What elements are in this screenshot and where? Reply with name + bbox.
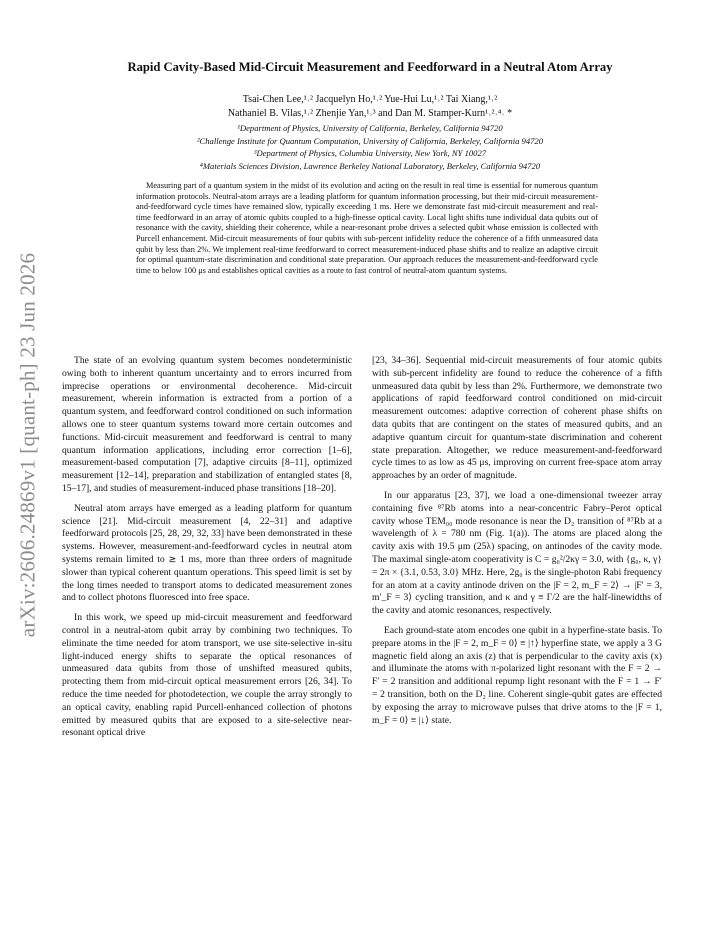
affiliation-4: ⁴Materials Sciences Division, Lawrence Berkeley National Laboratory, Berkeley, California 94720 bbox=[199, 160, 541, 171]
paragraph: [23, 34–36]. Sequential mid-circuit measurements of four atomic qubits with sub-percent infidelity are found to reduce the coherence of a fifth unmeasured data qubit by less than 2%. Furthermore, we demonstrate two applications of rapid feedforward control conditioned on mid-circuit measurement outcomes: adaptive correction of coherent phase shifts on data qubits that are contingent on the states of measured qubits, and an adaptive quantum circuit for quantum-state discrimination and coherent state preparation. Altogether, we reduce measurement-and-feedforward cycle times to as low as 45 μs, improving on current free-space atom array approaches by an order of magnitude. bbox=[372, 355, 662, 482]
body-column-right bbox=[372, 355, 662, 734]
author-line-1: Tsai-Chen Lee,¹˒² Jacquelyn Ho,¹˒² Yue-Hui Lu,¹˒² Tai Xiang,¹˒² bbox=[242, 94, 498, 105]
paper-title: Rapid Cavity-Based Mid-Circuit Measurement and Feedforward in a Neutral Atom Array bbox=[127, 60, 613, 74]
abstract: Measuring part of a quantum system in the midst of its evolution and acting on the result in real time is essential for numerous quantum information protocols. Neutral-atom arrays are a leading platform for quantum information processing, but their mid-circuit measurement-and-feedforward cycle times have remained slow, typically exceeding 1 ms. Here we demonstrate fast mid-circuit measurement and real-time feedforward in an array of atomic qubits coupled to a high-finesse optical cavity. Local light shifts tune individual data qubits out of resonance with the cavity, shielding their coherence, while a near-resonant probe drives a selected qubit whose emission is collected with Purcell enhancement. Mid-circuit measurements of four qubits with sub-percent infidelity reduce the coherence of a fifth unmeasured data qubit by less than 2%. We implement real-time feedforward to correct measurement-induced phase shifts and to realize an adaptive circuit for optimal quantum-state discrimination and conditional state preparation. Our approach reduces the measurement-and-feedforward cycle time to below 100 μs and establishes optical cavities as a route to fast control of neutral-atom quantum systems. bbox=[136, 181, 598, 275]
affiliation-3: ³Department of Physics, Columbia University, New York, NY 10027 bbox=[253, 148, 487, 159]
author-line-2: Nathaniel B. Vilas,¹˒² Zhenjie Yan,¹˒³ and Dan M. Stamper-Kurn¹˒²˒⁴˒ * bbox=[227, 107, 513, 119]
body-column-left bbox=[62, 355, 352, 747]
author-list bbox=[110, 93, 630, 120]
paragraph: In this work, we speed up mid-circuit measurement and feedforward control in a neutral-atom qubit array by combining two techniques. To eliminate the time needed for atom transport, we use site-selective in-situ light-induced energy shifts to separate the optical resonances of unmeasured data qubits from those of unshifted measured qubits, protecting them from mid-circuit optical measurement errors [26, 34]. To reduce the time needed for photodetection, we couple the array strongly to an optical cavity, enabling rapid Purcell-enhanced collection of photons emitted by measured qubits that are exposed to a site-selective near-resonant optical drive bbox=[62, 612, 352, 739]
arxiv-identifier: arXiv:2606.24869v1 [quant-ph] 23 Jun 2026 bbox=[15, 252, 40, 638]
paragraph: Neutral atom arrays have emerged as a leading platform for quantum science [21]. Mid-circuit measurement [4, 22–31] and adaptive feedforward protocols [25, 28, 29, 32, 33] have been demonstrated in these systems. However, measurement-and-feedforward cycles in neutral atom systems remain limited to ≳ 1 ms, more than three orders of magnitude slower than typical coherent quantum operations. This speed limit is set by the long times needed to transport atoms to dedicated measurement zones and to collect photons fluoresced into free space. bbox=[62, 502, 352, 604]
arxiv-side-stamp bbox=[8, 210, 48, 680]
paragraph: The state of an evolving quantum system becomes nondeterministic owing both to inherent quantum uncertainty and to errors incurred from imprecise operations or environmental decoherence. Mid-circuit measurement, wherein information is extracted from a portion of a quantum system, and feedforward control conditioned on such information allows one to steer quantum systems toward more certain outcomes and functions. Mid-circuit measurement and feedforward is central to many quantum information applications, including error correction [1–6], measurement-based computation [7], adaptive circuits [8–11], optimized measurement [12–14], preparation and stabilization of entangled states [8, 15–17], and studies of measurement-induced phase transitions [18–20]. bbox=[62, 355, 352, 494]
paragraph: Each ground-state atom encodes one qubit in a hyperfine-state basis. To prepare atoms in the |F = 2, m_F = 0⟩ ≡ |↑⟩ hyperfine state, we apply a 3 G magnetic field along an axis (z) that is perpendicular to the cavity axis (x) and illuminate the atoms with π-polarized light resonant with the F = 2 → F′ = 2 transition and additional repump light resonant with the F = 1 → F′ = 2 transition, both on the D₂ line. Coherent single-qubit gates are effected by exposing the array to microwave pulses that drive atoms to the |F = 1, m_F = 0⟩ ≡ |↓⟩ state. bbox=[372, 624, 662, 726]
affiliation-1: ¹Department of Physics, University of California, Berkeley, California 94720 bbox=[237, 123, 503, 133]
paragraph: In our apparatus [23, 37], we load a one-dimensional tweezer array containing five ⁸⁷Rb atoms into a near-concentric Fabry–Perot optical cavity whose TEM₀₀ mode resonance is near the D₂ transition of ⁸⁷Rb at a wavelength of λ = 780 nm (Fig. 1(a)). The atoms are placed along the cavity axis with 19.5 μm (25λ) spacing, on antinodes of the cavity mode. The maximal single-atom cooperativity is C = g₀²/2κγ = 3.0, with {g₀, κ, γ} = 2π × {3.1, 0.53, 3.0} MHz. Here, 2g₀ is the single-photon Rabi frequency for an atom at a cavity antinode driven on the |F = 2, m_F = 2⟩ → |F′ = 3, m′_F = 3⟩ cycling transition, and κ and γ ≡ Γ/2 are the half-linewidths of the cavity and atomic resonances, respectively. bbox=[372, 489, 662, 617]
affiliation-list bbox=[110, 122, 630, 172]
affiliation-2: ²Challenge Institute for Quantum Computation, University of California, Berkeley, California 94720 bbox=[196, 135, 544, 146]
